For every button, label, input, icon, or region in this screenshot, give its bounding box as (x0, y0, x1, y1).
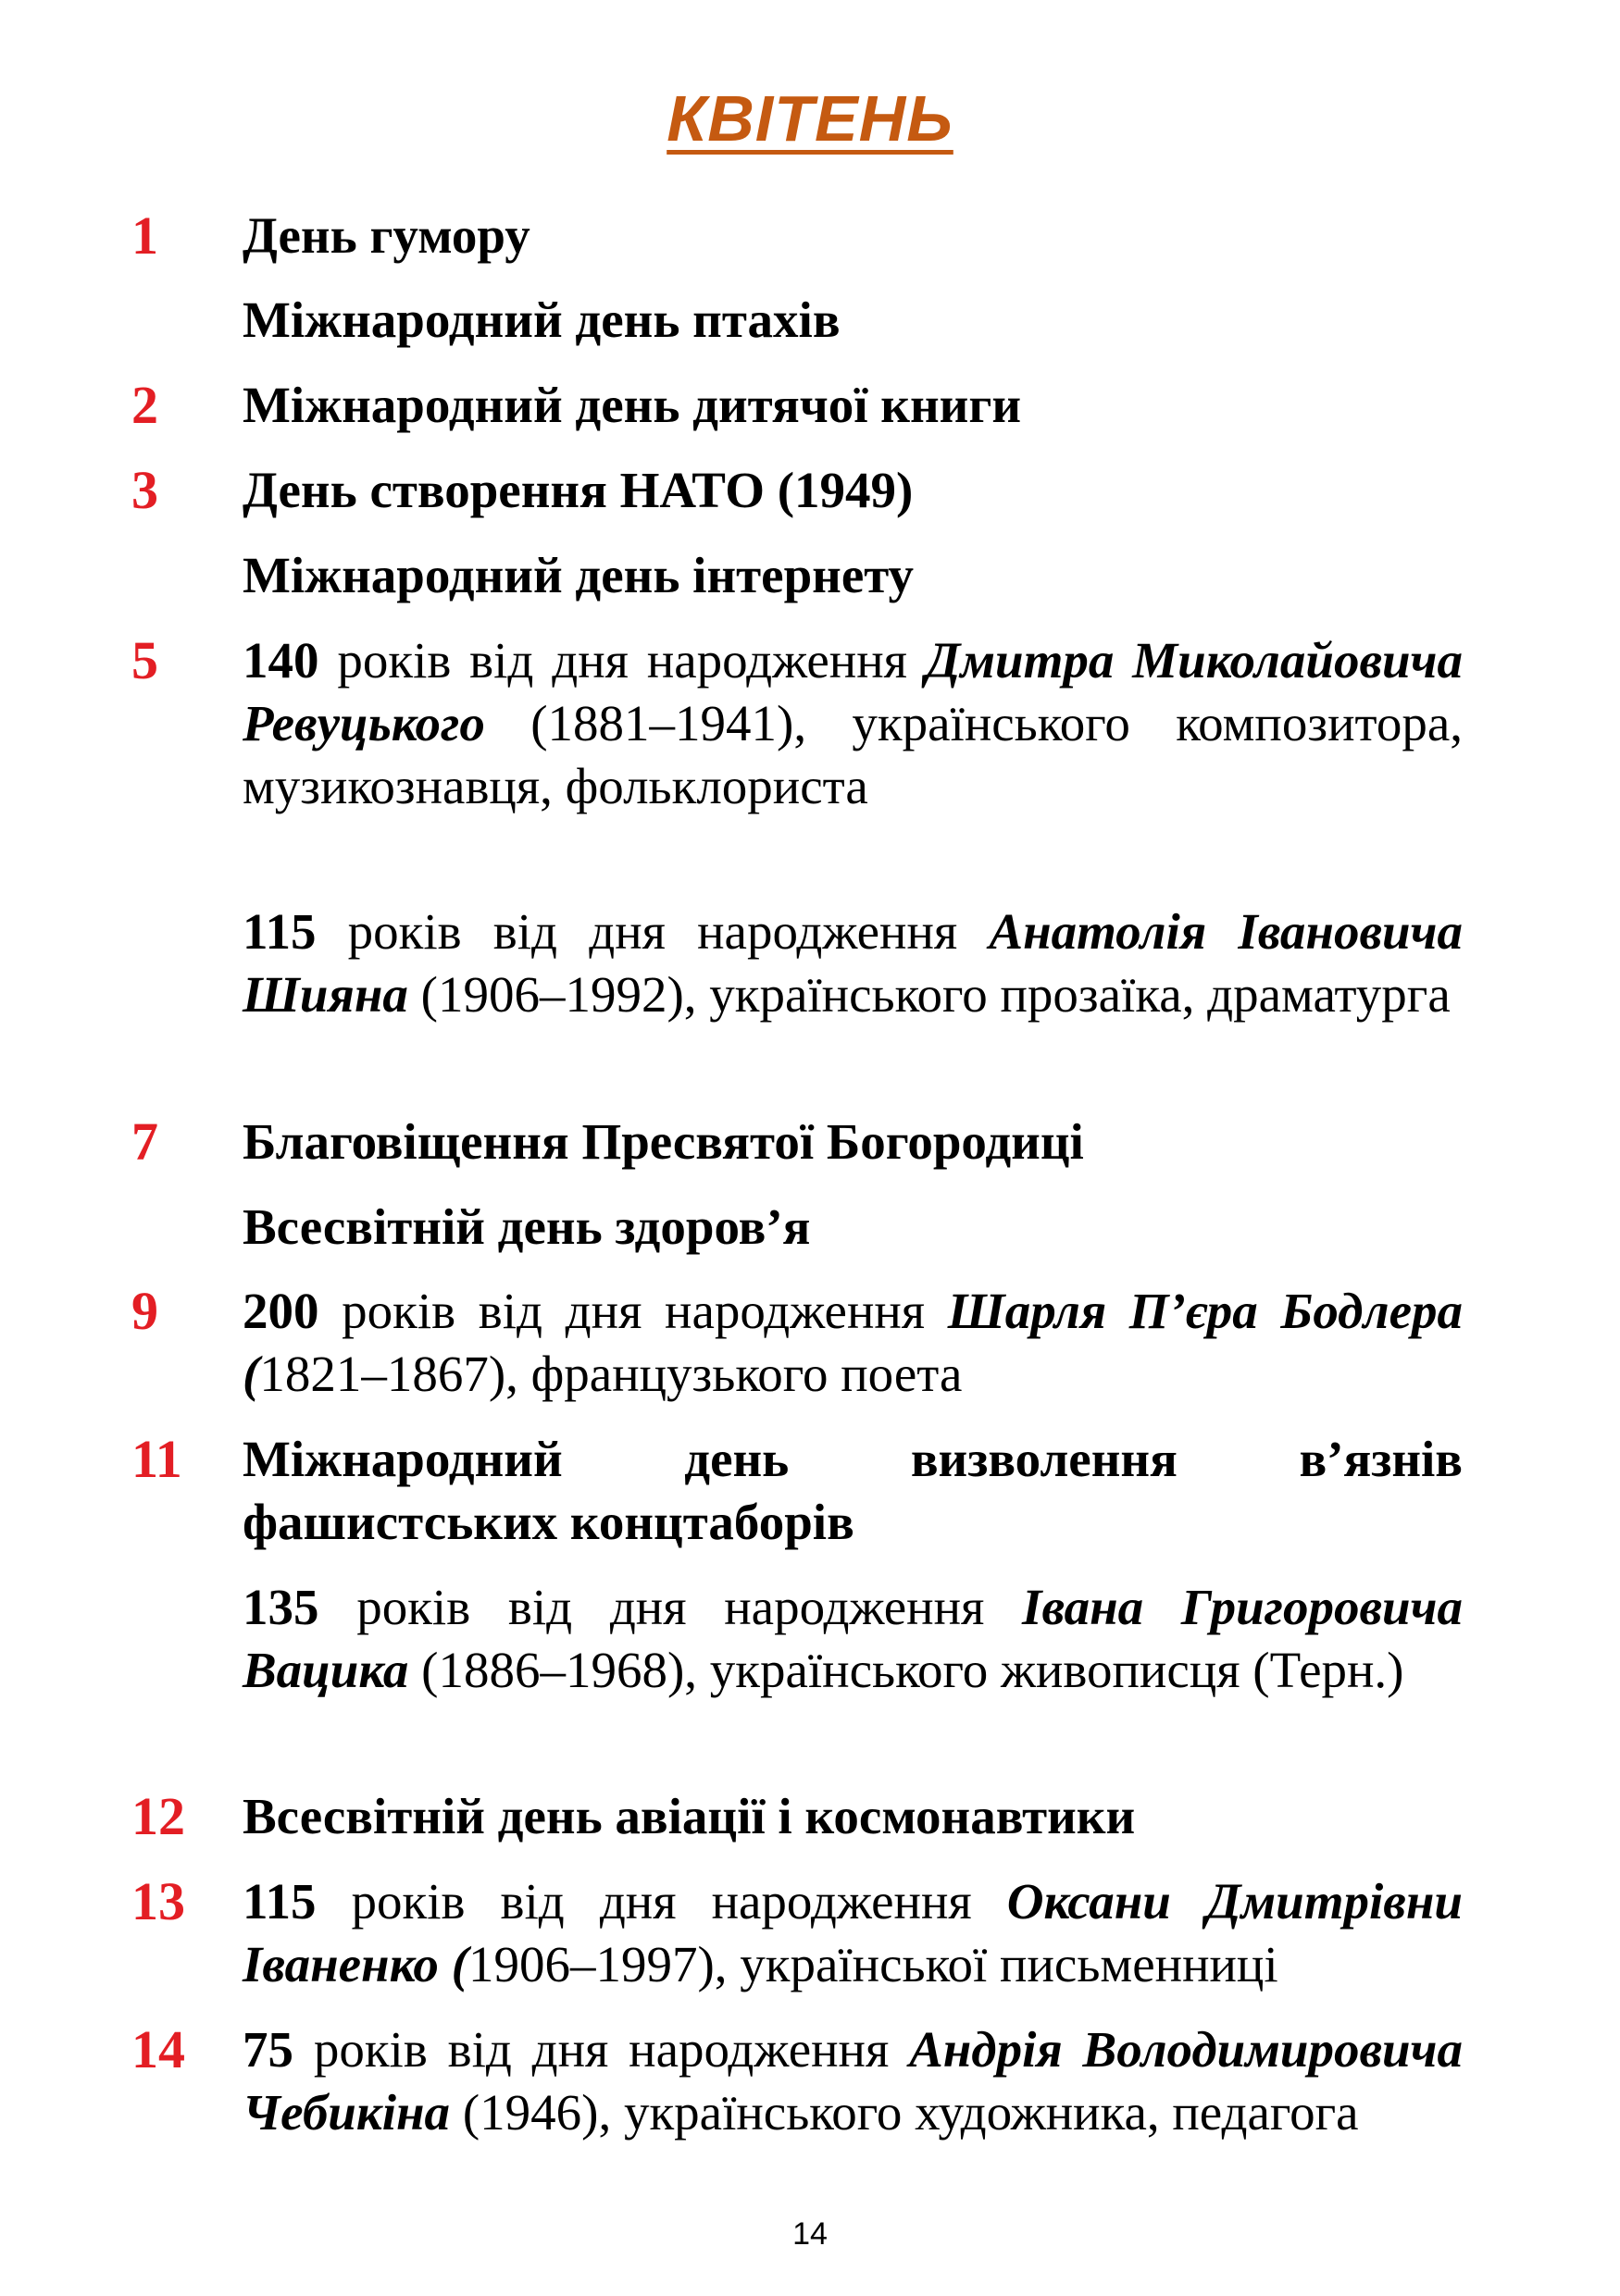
person-description: (1906–1992), українського прозаїка, драматурга (407, 966, 1451, 1023)
day-number: 7 (131, 1111, 158, 1172)
entry-text: Всесвітній день здоров’я (243, 1198, 811, 1255)
person-description: 1821–1867), французького поета (259, 1346, 963, 1402)
day-number: 1 (131, 205, 158, 266)
anniversary-years: 75 (243, 2021, 293, 2078)
anniversary-phrase: років від дня народження (318, 1283, 948, 1339)
anniversary-phrase: років від дня народження (318, 1579, 1023, 1635)
anniversary-years: 135 (243, 1579, 319, 1635)
person-name: Анатолія Івановича Шияна (243, 903, 1463, 1023)
person-name: Андрія Володимировича Чебикіна (243, 2021, 1463, 2141)
person-description: (1886–1968), українського живописця (Терн.) (408, 1642, 1404, 1698)
person-name: Івана Григоровича Вацика (243, 1579, 1463, 1698)
entry-text (243, 1870, 1463, 1996)
anniversary-years: 140 (243, 632, 319, 689)
entry-text: Благовіщення Пресвятої Богородиці (243, 1113, 1084, 1170)
entry-text: День гумору (243, 207, 530, 264)
person-description: 1906–1997), української письменниці (467, 1936, 1278, 1992)
month-title: КВІТЕНЬ (667, 82, 953, 155)
entry-text: Всесвітній день авіації і космонавтики (243, 1788, 1136, 1844)
entry-text: Міжнародний день птахів (243, 292, 841, 348)
person-description: (1946), українського художника, педагога (450, 2084, 1359, 2141)
anniversary-years: 115 (243, 903, 317, 960)
entry-text: Міжнародний день інтернету (243, 547, 915, 603)
anniversary-phrase: років від дня народження (293, 2021, 910, 2078)
person-name: Оксани Дмитрівни Іваненко ( (243, 1873, 1463, 1992)
anniversary-phrase: років від дня народження (316, 903, 990, 960)
entry-text: День створення НАТО (1949) (243, 462, 914, 518)
entry-text (243, 900, 1463, 1026)
entry-text (243, 1576, 1463, 1702)
person-name: Шарля П’єра Бодлера ( (243, 1283, 1464, 1402)
entry-text: Міжнародний день визволення в’язнів фашистських концтаборів (243, 1431, 1463, 1550)
entry-text: Міжнародний день дитячої книги (243, 377, 1022, 433)
day-number: 3 (131, 460, 158, 520)
entry-text (243, 629, 1463, 818)
day-number: 5 (131, 630, 158, 690)
day-number: 13 (131, 1871, 185, 1931)
anniversary-years: 200 (243, 1283, 319, 1339)
person-name: Дмитра Миколайовича Ревуцького (243, 632, 1463, 751)
day-number: 2 (131, 375, 158, 435)
anniversary-phrase: років від дня народження (318, 632, 926, 689)
day-number: 14 (131, 2019, 185, 2079)
anniversary-phrase: років від дня народження (316, 1873, 1007, 1930)
page-number: 14 (792, 2216, 828, 2252)
day-number: 11 (131, 1429, 182, 1489)
entry-text (243, 2018, 1463, 2144)
entry-text (243, 1280, 1463, 1406)
day-number: 9 (131, 1281, 158, 1341)
person-description: (1881–1941), українського композитора, музикознавця, фольклориста (243, 695, 1463, 814)
day-number: 12 (131, 1786, 185, 1846)
anniversary-years: 115 (243, 1873, 317, 1930)
